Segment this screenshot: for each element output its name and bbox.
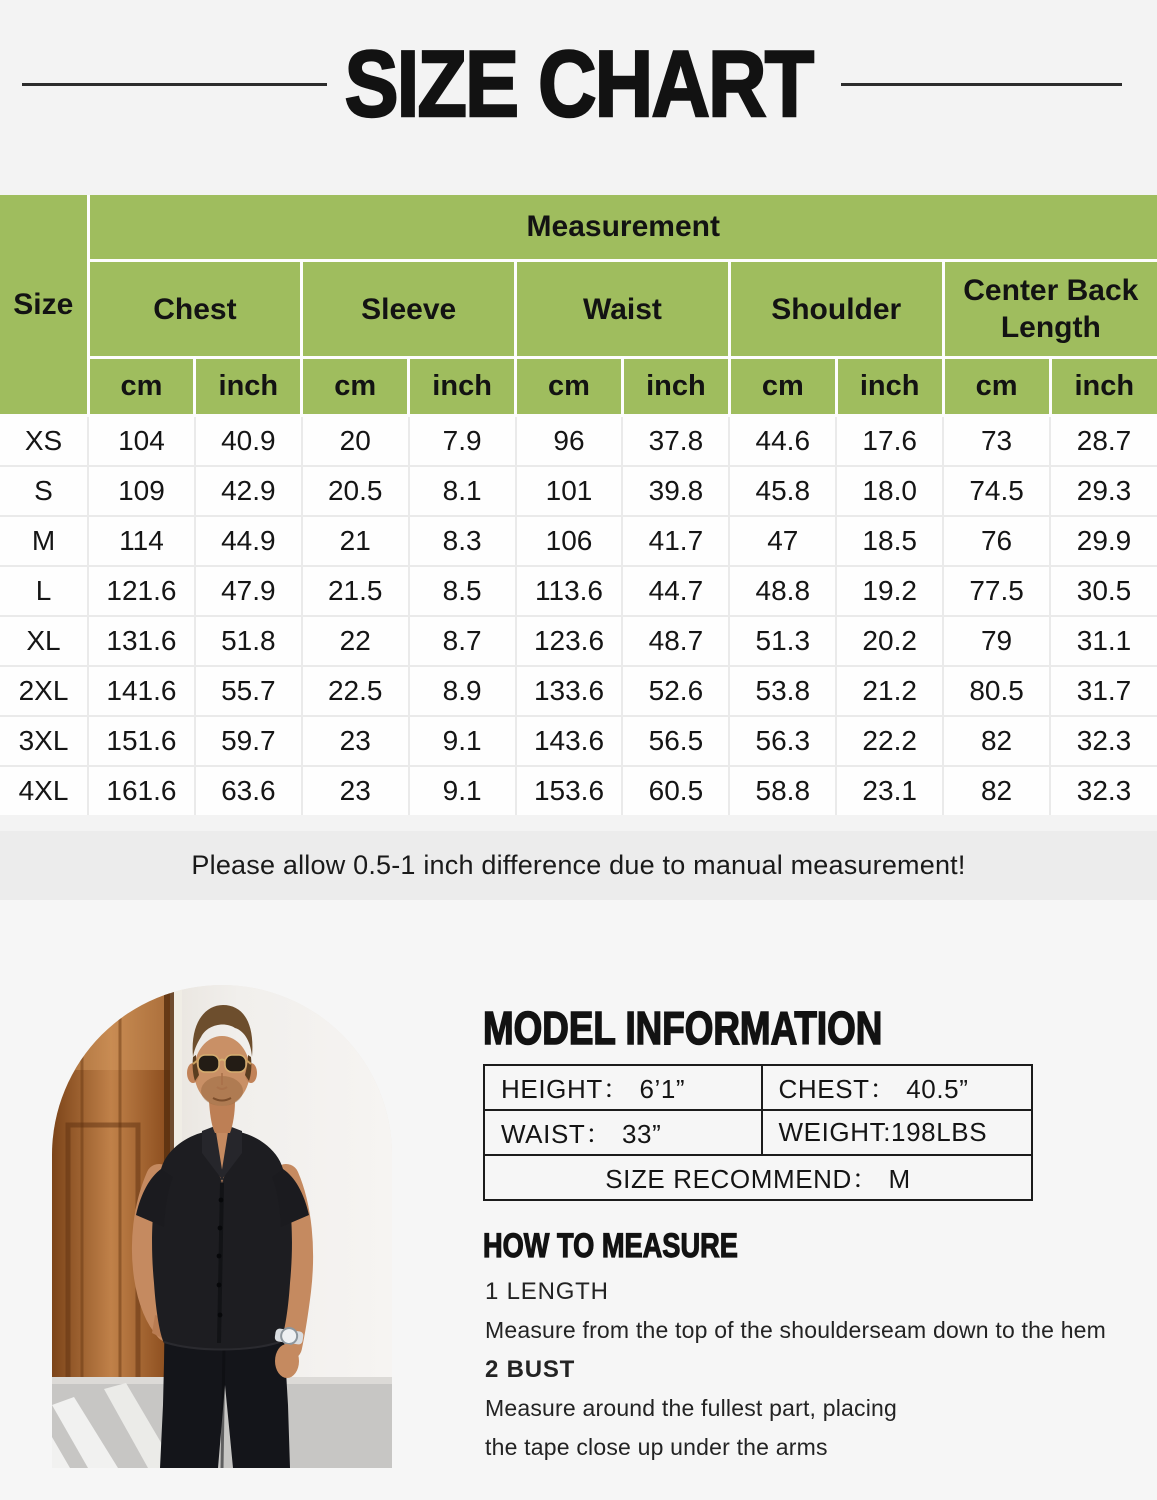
table-row xyxy=(0,666,1157,716)
measurement-cell: 58.8 xyxy=(729,766,836,815)
measurement-cell: 19.2 xyxy=(836,566,943,616)
group-header-waist: Waist xyxy=(516,261,730,358)
measurement-cell: 20 xyxy=(302,416,409,467)
table-group-row xyxy=(0,261,1157,358)
model-information-title: MODEL INFORMATION xyxy=(483,1002,883,1054)
measurement-cell: 31.7 xyxy=(1050,666,1157,716)
measurement-cell: 44.7 xyxy=(622,566,729,616)
measurement-cell: 22 xyxy=(302,616,409,666)
title-band xyxy=(0,0,1157,195)
size-cell: 4XL xyxy=(0,766,88,815)
measurement-cell: 141.6 xyxy=(88,666,195,716)
measurement-cell: 104 xyxy=(88,416,195,467)
measurement-cell: 48.7 xyxy=(622,616,729,666)
measurement-cell: 113.6 xyxy=(516,566,623,616)
size-table xyxy=(0,195,1157,815)
measurement-cell: 21 xyxy=(302,516,409,566)
measurement-cell: 41.7 xyxy=(622,516,729,566)
measurement-cell: 29.9 xyxy=(1050,516,1157,566)
measurement-cell: 8.9 xyxy=(409,666,516,716)
model-photo xyxy=(52,985,392,1468)
measurement-cell: 153.6 xyxy=(516,766,623,815)
size-cell: XS xyxy=(0,416,88,467)
waist-value: 33” xyxy=(621,1119,662,1149)
unit-header-inch: inch xyxy=(195,358,302,416)
measurement-cell: 17.6 xyxy=(836,416,943,467)
unit-header-cm: cm xyxy=(302,358,409,416)
unit-header-inch: inch xyxy=(409,358,516,416)
measurement-cell: 39.8 xyxy=(622,466,729,516)
table-row xyxy=(0,466,1157,516)
measurement-cell: 40.9 xyxy=(195,416,302,467)
table-row xyxy=(0,516,1157,566)
measurement-note: Please allow 0.5-1 inch difference due to manual measurement! xyxy=(191,850,966,880)
measurement-cell: 8.3 xyxy=(409,516,516,566)
size-cell: 3XL xyxy=(0,716,88,766)
unit-header-cm: cm xyxy=(729,358,836,416)
model-info-row xyxy=(484,1065,1032,1110)
unit-header-cm: cm xyxy=(943,358,1050,416)
measurement-cell: 56.3 xyxy=(729,716,836,766)
waist-label: WAIST： xyxy=(501,1119,612,1149)
group-header-sleeve: Sleeve xyxy=(302,261,516,358)
measurement-cell: 51.8 xyxy=(195,616,302,666)
size-cell: L xyxy=(0,566,88,616)
measurement-cell: 7.9 xyxy=(409,416,516,467)
measurement-cell: 77.5 xyxy=(943,566,1050,616)
measurement-cell: 101 xyxy=(516,466,623,516)
weight-value: 198LBS xyxy=(891,1117,988,1147)
table-row xyxy=(0,566,1157,616)
size-cell: 2XL xyxy=(0,666,88,716)
size-column-header: Size xyxy=(0,195,88,416)
measurement-cell: 9.1 xyxy=(409,716,516,766)
table-row xyxy=(0,716,1157,766)
step-1-description: Measure from the top of the shoulderseam down to the hem xyxy=(485,1317,1107,1343)
unit-header-cm: cm xyxy=(516,358,623,416)
measurement-cell: 48.8 xyxy=(729,566,836,616)
measurement-cell: 44.9 xyxy=(195,516,302,566)
model-chest-cell xyxy=(762,1065,1033,1110)
measurement-cell: 23 xyxy=(302,766,409,815)
measurement-cell: 37.8 xyxy=(622,416,729,467)
measurement-note-bar xyxy=(0,831,1157,900)
measurement-cell: 52.6 xyxy=(622,666,729,716)
measurement-cell: 55.7 xyxy=(195,666,302,716)
measurement-cell: 80.5 xyxy=(943,666,1050,716)
model-info-row xyxy=(484,1110,1032,1155)
table-row xyxy=(0,616,1157,666)
measurement-cell: 44.6 xyxy=(729,416,836,467)
height-value: 6’1” xyxy=(639,1074,686,1104)
model-waist-cell xyxy=(484,1110,762,1155)
measurement-cell: 79 xyxy=(943,616,1050,666)
chest-value: 40.5” xyxy=(906,1074,969,1104)
page-title: SIZE CHART xyxy=(344,31,813,136)
measurement-cell: 109 xyxy=(88,466,195,516)
chest-label: CHEST： xyxy=(778,1074,897,1104)
measurement-cell: 82 xyxy=(943,716,1050,766)
size-cell: XL xyxy=(0,616,88,666)
measurement-cell: 63.6 xyxy=(195,766,302,815)
model-info-table xyxy=(483,1064,1033,1201)
measurement-cell: 60.5 xyxy=(622,766,729,815)
unit-header-cm: cm xyxy=(88,358,195,416)
measurement-cell: 28.7 xyxy=(1050,416,1157,467)
measurement-cell: 21.2 xyxy=(836,666,943,716)
measurement-cell: 8.7 xyxy=(409,616,516,666)
measurement-cell: 18.0 xyxy=(836,466,943,516)
right-hand xyxy=(275,1344,299,1378)
measurement-cell: 22.2 xyxy=(836,716,943,766)
unit-header-inch: inch xyxy=(836,358,943,416)
measurement-cell: 18.5 xyxy=(836,516,943,566)
measurement-cell: 31.1 xyxy=(1050,616,1157,666)
measurement-cell: 29.3 xyxy=(1050,466,1157,516)
measurement-cell: 73 xyxy=(943,416,1050,467)
table-row xyxy=(0,766,1157,815)
measurement-cell: 32.3 xyxy=(1050,716,1157,766)
size-recommend-cell xyxy=(484,1155,1032,1200)
measurement-cell: 53.8 xyxy=(729,666,836,716)
model-weight-cell xyxy=(762,1110,1033,1155)
measurement-cell: 96 xyxy=(516,416,623,467)
measurement-cell: 30.5 xyxy=(1050,566,1157,616)
model-info-row xyxy=(484,1155,1032,1200)
size-recommend-label: SIZE RECOMMEND： xyxy=(605,1164,879,1194)
measurement-cell: 45.8 xyxy=(729,466,836,516)
measurement-cell: 76 xyxy=(943,516,1050,566)
model-photo-illustration xyxy=(52,985,392,1468)
measurement-cell: 20.5 xyxy=(302,466,409,516)
size-table-body xyxy=(0,416,1157,816)
measurement-header: Measurement xyxy=(88,195,1157,261)
measurement-cell: 22.5 xyxy=(302,666,409,716)
measurement-cell: 56.5 xyxy=(622,716,729,766)
measurement-cell: 47.9 xyxy=(195,566,302,616)
measurement-cell: 23 xyxy=(302,716,409,766)
size-cell: S xyxy=(0,466,88,516)
measurement-cell: 121.6 xyxy=(88,566,195,616)
measurement-cell: 21.5 xyxy=(302,566,409,616)
step-2-description-line-2: the tape close up under the arms xyxy=(485,1434,828,1460)
measurement-cell: 8.1 xyxy=(409,466,516,516)
measurement-cell: 59.7 xyxy=(195,716,302,766)
table-header-row xyxy=(0,195,1157,261)
measurement-cell: 42.9 xyxy=(195,466,302,516)
measurement-cell: 20.2 xyxy=(836,616,943,666)
table-units-row xyxy=(0,358,1157,416)
group-header-chest: Chest xyxy=(88,261,302,358)
how-to-measure-title: HOW TO MEASURE xyxy=(483,1227,738,1265)
title-rule-right xyxy=(841,83,1122,86)
table-row xyxy=(0,416,1157,467)
unit-header-inch: inch xyxy=(622,358,729,416)
measurement-cell: 47 xyxy=(729,516,836,566)
height-label: HEIGHT： xyxy=(501,1074,630,1104)
group-header-shoulder: Shoulder xyxy=(729,261,943,358)
measurement-cell: 82 xyxy=(943,766,1050,815)
measurement-cell: 151.6 xyxy=(88,716,195,766)
measurement-cell: 131.6 xyxy=(88,616,195,666)
unit-header-inch: inch xyxy=(1050,358,1157,416)
measurement-cell: 123.6 xyxy=(516,616,623,666)
size-cell: M xyxy=(0,516,88,566)
step-2-description-line-1: Measure around the fullest part, placing xyxy=(485,1395,898,1421)
group-header-center-back-length: Center Back Length xyxy=(943,261,1157,358)
measurement-cell: 106 xyxy=(516,516,623,566)
how-to-measure-steps xyxy=(485,1272,1135,1467)
weight-label: WEIGHT: xyxy=(778,1117,892,1147)
measurement-cell: 32.3 xyxy=(1050,766,1157,815)
measurement-cell: 51.3 xyxy=(729,616,836,666)
step-1-name: 1 LENGTH xyxy=(485,1278,609,1305)
measurement-cell: 143.6 xyxy=(516,716,623,766)
size-recommend-value: M xyxy=(888,1164,911,1194)
measurement-cell: 8.5 xyxy=(409,566,516,616)
measurement-cell: 133.6 xyxy=(516,666,623,716)
measurement-cell: 74.5 xyxy=(943,466,1050,516)
measurement-cell: 23.1 xyxy=(836,766,943,815)
model-height-cell xyxy=(484,1065,762,1110)
measurement-cell: 9.1 xyxy=(409,766,516,815)
measurement-cell: 114 xyxy=(88,516,195,566)
measurement-cell: 161.6 xyxy=(88,766,195,815)
step-2-name: 2 BUST xyxy=(485,1356,576,1383)
